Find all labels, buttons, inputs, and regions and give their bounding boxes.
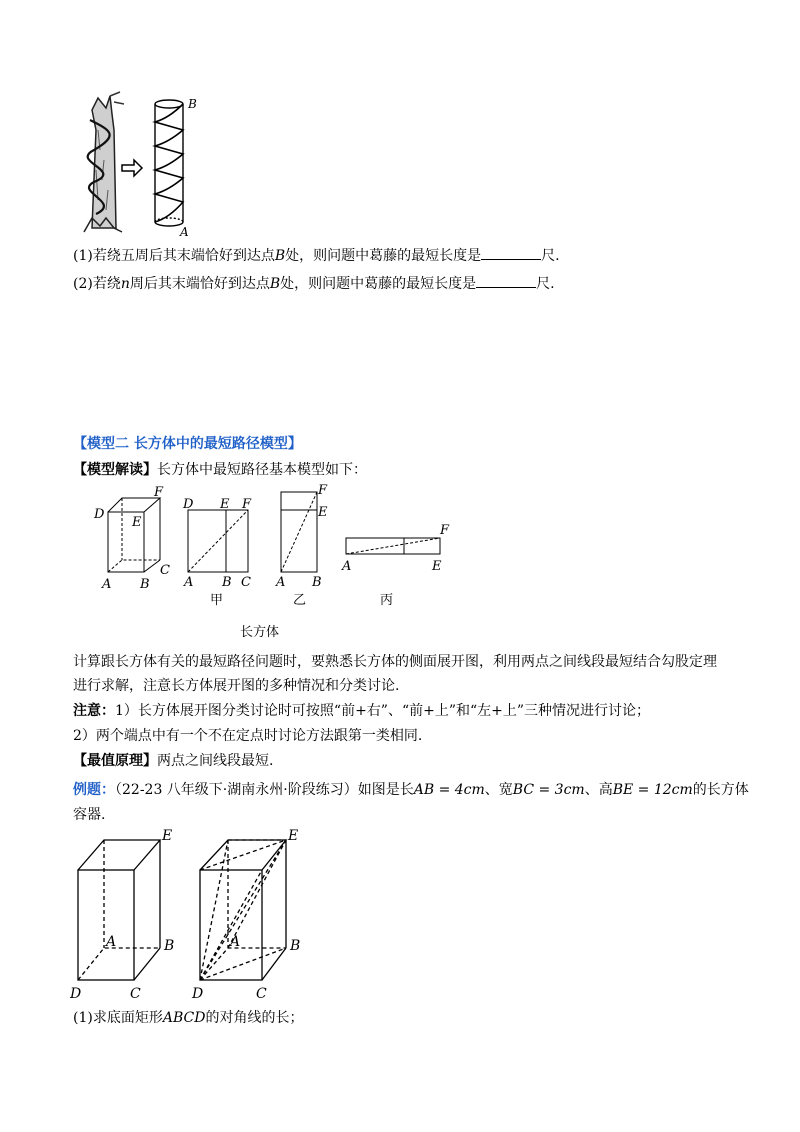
q1-text-after: 处，则问题中葛藤的最短长度是 xyxy=(285,248,482,264)
principle-line xyxy=(73,751,273,771)
question-bottom xyxy=(73,1008,303,1028)
caption-jia: 甲 xyxy=(210,593,224,608)
example-ab: AB = 4cm xyxy=(413,782,485,798)
principle-text: 两点之间线段最短. xyxy=(157,753,274,769)
qb-text-before: (1)求底面矩形 xyxy=(73,1010,163,1026)
caption-yi: 乙 xyxy=(293,593,307,608)
q2-unit: 尺. xyxy=(536,276,555,292)
qb-var-abcd: ABCD xyxy=(162,1010,206,1026)
yi-label-e: E xyxy=(318,505,328,520)
yi-label-b: B xyxy=(312,575,322,590)
model-reading xyxy=(73,460,367,480)
label-d: D xyxy=(94,507,105,522)
ex-left-label-d: D xyxy=(70,986,82,1002)
q2-answer-blank[interactable] xyxy=(476,273,536,288)
point-b-label: B xyxy=(188,97,197,111)
example-text-b: 、宽 xyxy=(484,782,513,798)
cuboid-diagram xyxy=(108,498,160,572)
ex-right-label-e: E xyxy=(288,828,299,844)
yi-label-f: F xyxy=(318,484,328,498)
ex-right-label-c: C xyxy=(256,986,267,1002)
yi-label-a: A xyxy=(276,575,286,590)
q1-text-before: (1)若绕五周后其末端恰好到达点 xyxy=(73,248,275,264)
label-b: B xyxy=(140,577,150,592)
label-a: A xyxy=(102,577,112,592)
example-text-a: （22-23 八年级下·湖南永州·阶段练习）如图是长 xyxy=(115,782,414,798)
note-line-1 xyxy=(73,701,650,721)
cuboid-model-figure xyxy=(90,484,460,644)
jia-label-e: E xyxy=(220,497,230,512)
cuboid-left xyxy=(78,840,160,980)
q1-unit: 尺. xyxy=(541,248,560,264)
example-bc: BC = 3cm xyxy=(512,782,585,798)
cuboid-right xyxy=(200,840,286,980)
qb-text-after: 的对角线的长； xyxy=(205,1010,304,1026)
label-e: E xyxy=(132,515,142,530)
model-reading-label: 【模型解读】 xyxy=(73,462,157,478)
caption-bing: 丙 xyxy=(380,593,394,608)
paragraph-1-line-2: 进行求解，注意长方体展开图的多种情况和分类讨论. xyxy=(73,678,400,694)
q2-text-before: (2)若绕 xyxy=(73,276,121,292)
net-jia-diagram xyxy=(188,510,248,572)
ex-right-label-d: D xyxy=(192,986,204,1002)
model-reading-text: 长方体中最短路径基本模型如下： xyxy=(157,462,367,478)
label-f: F xyxy=(154,485,164,500)
bing-label-f: F xyxy=(440,523,450,538)
principle-label: 【最值原理】 xyxy=(73,753,157,769)
ex-left-label-a: A xyxy=(106,934,117,950)
note-1-text: 1）长方体展开图分类讨论时可按照“前+右”、“前+上”和“左+上”三种情况进行讨论； xyxy=(115,703,651,719)
example-line-2: 容器. xyxy=(73,807,106,823)
net-yi-diagram xyxy=(281,492,317,572)
point-a-label: A xyxy=(180,225,189,239)
ex-left-label-c: C xyxy=(130,986,141,1002)
bing-label-a: A xyxy=(342,559,352,574)
q2-var-b: B xyxy=(269,276,281,292)
jia-label-d: D xyxy=(183,497,194,512)
note-line-2: 2）两个端点中有一个不在定点时讨论方法跟第一类相同. xyxy=(73,728,423,744)
example-line-1 xyxy=(73,780,749,800)
ex-left-label-e: E xyxy=(162,828,173,844)
jia-label-a: A xyxy=(184,575,194,590)
paragraph-1-line-1: 计算跟长方体有关的最短路径问题时，要熟悉长方体的侧面展开图，利用两点之间线段最短结合勾股定理 xyxy=(73,654,717,670)
q1-var-b: B xyxy=(274,248,286,264)
q2-text-mid: 周后其末端恰好到达点 xyxy=(129,276,270,292)
question-1 xyxy=(73,245,560,266)
example-be: BE = 12cm xyxy=(612,782,693,798)
figure-caption: 长方体 xyxy=(240,625,280,640)
jia-label-f: F xyxy=(242,497,252,512)
ex-left-label-b: B xyxy=(164,938,175,954)
cylinder-helix-figure xyxy=(155,100,183,226)
example-text-c: 、高 xyxy=(584,782,613,798)
right-arrow-icon xyxy=(122,160,142,176)
tree-vine-figure xyxy=(70,90,220,240)
example-cuboid-figure xyxy=(66,822,316,1002)
note-label: 注意： xyxy=(73,703,115,719)
tree-trunk-image xyxy=(84,92,124,232)
model-title: 【模型二 长方体中的最短路径模型】 xyxy=(73,436,302,452)
net-bing-diagram xyxy=(346,538,440,554)
q2-var-n: n xyxy=(120,276,130,292)
ex-right-label-b: B xyxy=(290,938,301,954)
example-label: 例题： xyxy=(73,782,115,798)
bing-label-e: E xyxy=(432,559,442,574)
question-2 xyxy=(73,273,555,294)
ex-right-label-a: A xyxy=(230,934,241,950)
q2-text-after: 处，则问题中葛藤的最短长度是 xyxy=(280,276,477,292)
label-c: C xyxy=(160,563,170,578)
example-text-d: 的长方体 xyxy=(692,782,749,798)
jia-label-c: C xyxy=(241,575,251,590)
jia-label-b: B xyxy=(222,575,232,590)
q1-answer-blank[interactable] xyxy=(481,245,541,260)
